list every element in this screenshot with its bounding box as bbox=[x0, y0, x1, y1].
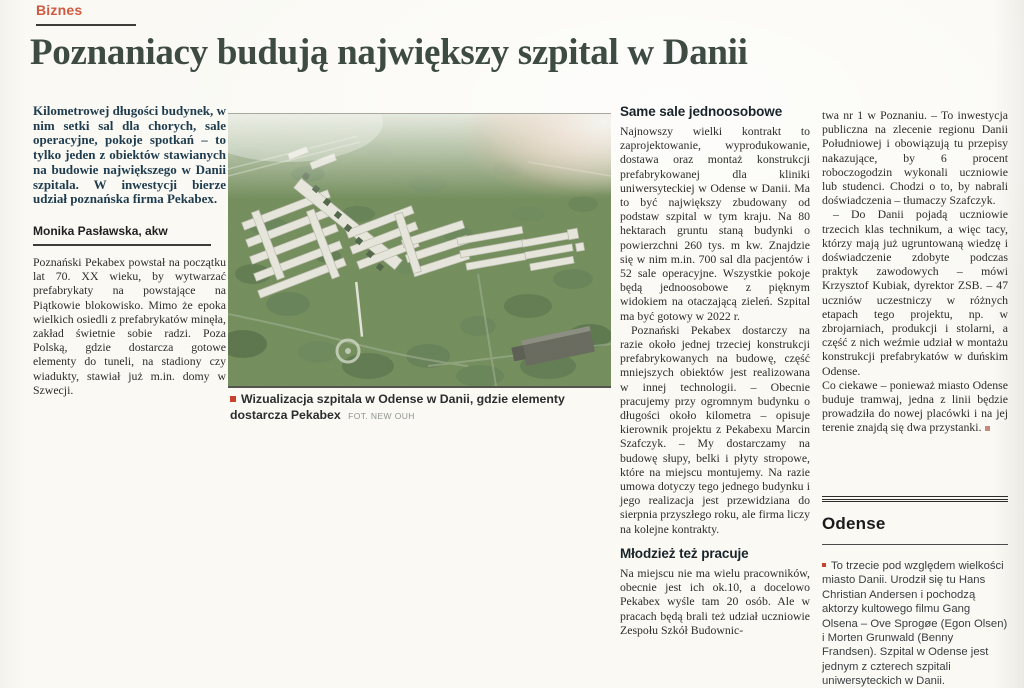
column-1 bbox=[33, 104, 226, 397]
section-label: Biznes bbox=[36, 2, 83, 18]
article-end-icon bbox=[985, 426, 990, 431]
infobox-body bbox=[822, 559, 1008, 688]
lead-paragraph: Kilometrowej długości budynek, w nim setki sal dla chorych, sale operacyjne, pokoje spotkań – to tylko jeden z obiektów stawianych na budowie największego w Danii szpitala. W inwestycji bierze udział poznańska firma Pekabex. bbox=[33, 103, 226, 207]
infobox-odense bbox=[822, 496, 1008, 688]
paragraph-text: Co ciekawe – ponieważ miasto Odense buduje tramwaj, jedna z linii będzie prowadziła do nowej placówki i na jej terenie znajdą się dwa przystanki. bbox=[822, 377, 1008, 435]
red-bullet-icon bbox=[822, 563, 826, 567]
body-paragraph: twa nr 1 w Poznaniu. – To inwestycja publiczna na zlecenie regionu Danii Południowej i obowiązują tu przepisy nakazujące, by 6 procent roboczogodzin wykonali uczniowie lub studenci. Chodzi o to, by nabrali doświadczenia – tłumaczy Szafczyk. bbox=[822, 108, 1008, 208]
body-paragraph: – Do Danii pojadą uczniowie trzecich klas technikum, a więc tacy, którzy mają już ugruntowaną wiedzę i doświadczenie zdobyte podczas praktyk zawodowych – mówi Krzysztof Kubiak, dyrektor ZSB. – 47 uczniów uczestniczy w różnych etapach tego projektu, np. w zbrojarniach, produkcji i stolarni, a część z nich weźmie udział w montażu konstrukcji prefabrykatów w duńskim Odense. bbox=[822, 207, 1008, 378]
column-4 bbox=[822, 108, 1008, 435]
body-paragraph: Na miejscu nie ma wielu pracowników, obecnie jest ich ok.10, a docelowo Pekabex wyśle tam 20 osób. Ale w pracach będą brali też udział uczniowie Zespołu Szkół Budownic- bbox=[620, 565, 810, 637]
subhead-mlodziez: Młodzież też pracuje bbox=[620, 545, 749, 561]
infobox-title-rule bbox=[822, 544, 1008, 545]
byline-rule bbox=[33, 244, 211, 246]
infobox-title: Odense bbox=[822, 514, 886, 533]
byline: Monika Pasławska, akw bbox=[33, 223, 168, 238]
section-rule bbox=[36, 24, 136, 26]
red-square-icon bbox=[230, 396, 236, 402]
infobox-text: To trzecie pod względem wielkości miasto Danii. Urodził się tu Hans Christian Andersen i pochodzą aktorzy kultowego filmu Gang Olsena – Ove Sprogøe (Egon Olsen) i Morten Grunwald (Benny Frandsen). Szpital w Odense jest jednym z czterech szpitali uniwersyteckich w Danii. bbox=[822, 560, 1008, 688]
hospital-visualization-graphic bbox=[228, 114, 611, 386]
headline: Poznaniacy budują największy szpital w Danii bbox=[30, 32, 748, 73]
column-3 bbox=[620, 104, 810, 637]
infobox-top-rule bbox=[822, 496, 1008, 502]
body-paragraph: Najnowszy wielki kontrakt to zaprojektowanie, wyprodukowanie, dostawa oraz montaż konstrukcji prefabrykowanej dla kliniki uniwersyteckiej w Odense w Danii. Ma to być największy zbudowany od podstaw szpital w tym kraju. Na 80 hektarach gruntu staną budynki o powierzchni 260 tys. m kw. Znajdzie się w nim m.in. 700 sal dla pacjentów i 52 sale operacyjne. Wszystkie pokoje będą jednoosobowe z pięknym widokiem na otaczającą zieleń. Szpital ma być gotowy w 2022 r. bbox=[620, 124, 810, 323]
body-paragraph bbox=[822, 378, 1008, 435]
subhead-same-sale: Same sale jednoosobowe bbox=[620, 104, 783, 119]
body-paragraph: Poznański Pekabex dostarczy na razie około jednej trzeciej konstrukcji prefabrykowanych na budowę, część mniejszych obiektów jest realizowana w innej technologii. – Obecnie pracujemy przy ogromnym budynku o długości około kilometra – opisuje kierownik projektu z Pekabexu Marcin Szafczyk. – My dostarczamy na budowę słupy, belki i płyty stropowe, które na miejscu montujemy. Na razie umowa dotyczy tego jednego budynku i jego realizacja jest przewidziana do sierpnia przyszłego roku, ale firma liczy na kolejne kontrakty. bbox=[620, 322, 810, 536]
body-paragraph: Poznański Pekabex powstał na początku lat 70. XX wieku, by wytwarzać prefabrykaty na powstające na Piątkowie blokowisko. Mimo że epoka wielkich osiedli z prefabrykatów minęła, zakład świetnie sobie radzi. Poza Polską, gdzie dostarcza gotowe elementy do tuneli, na stadiony czy wiadukty, stawiał już m.in. domy w Szwecji. bbox=[33, 254, 226, 397]
photo-caption bbox=[230, 391, 622, 423]
photo-credit: FOT. NEW OUH bbox=[348, 411, 415, 421]
caption-text: Wizualizacja szpitala w Odense w Danii, gdzie elementy dostarcza Pekabex bbox=[230, 392, 565, 422]
article-photo bbox=[228, 113, 611, 388]
